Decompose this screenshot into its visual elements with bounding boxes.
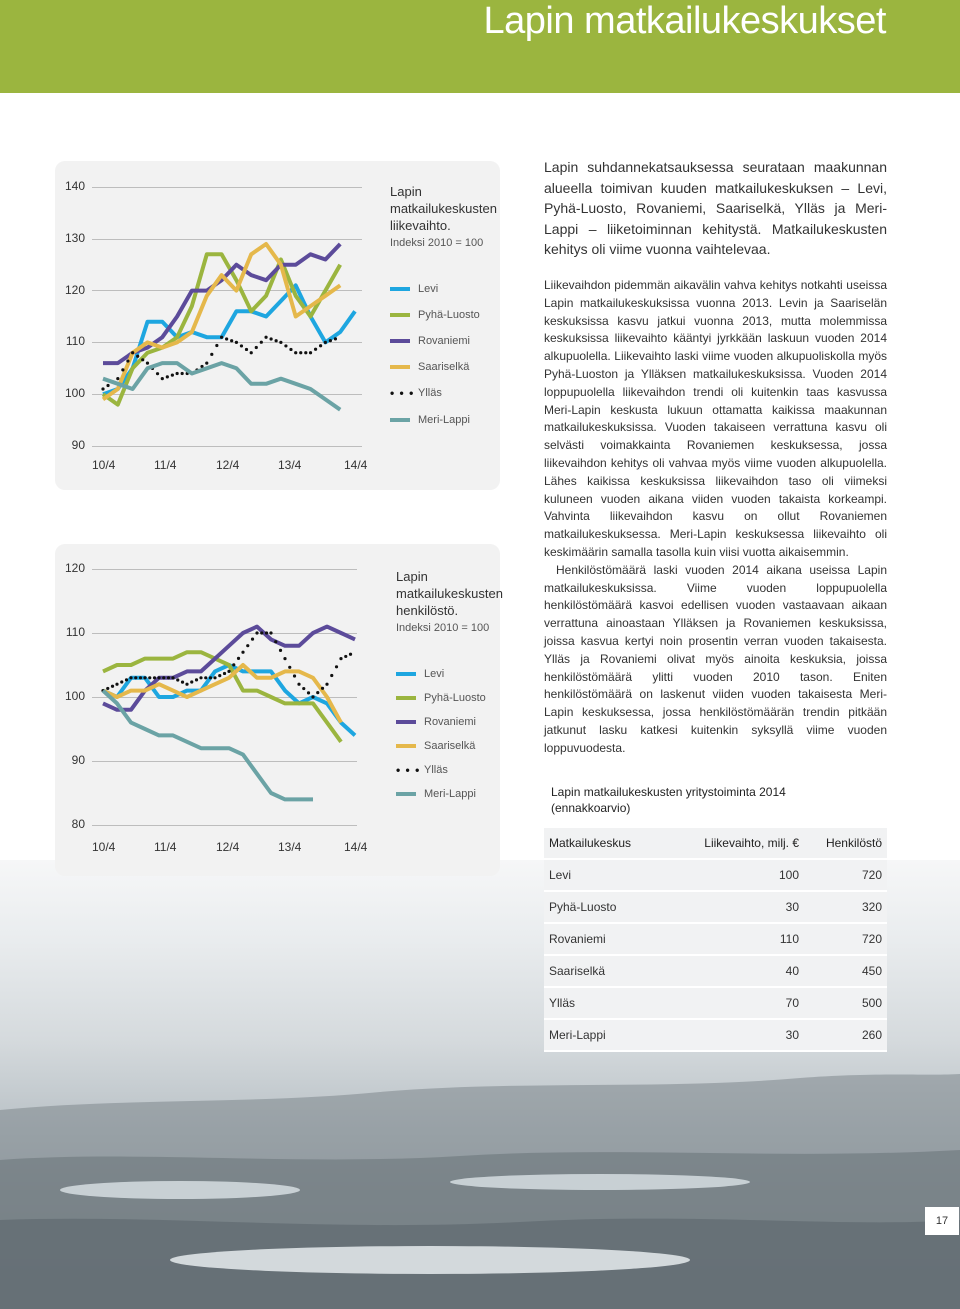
- legend-label: Meri-Lappi: [424, 788, 476, 800]
- data-point: [146, 362, 149, 365]
- data-point: [344, 655, 347, 658]
- data-point: [289, 348, 292, 351]
- data-point: [250, 351, 253, 354]
- data-point: [195, 678, 198, 681]
- legend-swatch: [390, 287, 410, 291]
- legend-dots-marker: • • •: [396, 763, 421, 777]
- data-point: [349, 653, 352, 656]
- table-caption: Lapin matkailukeskusten yritystoiminta 2014 (ennakkoarvio): [551, 785, 786, 815]
- y-tick-label: 110: [65, 625, 85, 639]
- data-point: [131, 351, 134, 354]
- legend-label: Rovaniemi: [424, 716, 476, 728]
- data-point: [269, 337, 272, 340]
- y-tick-label: 120: [64, 561, 85, 575]
- table-cell: Rovaniemi: [549, 932, 606, 946]
- data-point: [334, 337, 337, 340]
- table-row: [544, 988, 887, 1020]
- legend-item-saariselka: [390, 361, 469, 373]
- body-paragraph: Henkilöstömäärä laski vuoden 2014 aikana useissa Lapin matkailukeskuksissa. Viime vuoden loppupuolella henkilöstömäärä kasvoi edellisen vuoden vastaavaan aikaan verrattuna ainoastaan Ylläksen ja Rovaniemen keskuksissa, joissa kasvua kertyi noin prosentin verran vuoden takaisesta. Ylläs ja Rovaniemi olivat myös ainoita keskuksia, joissa henkilöstömäärä ylitti vuoden 2010 tason. Eniten henkilöstömäärä on laskenut viiden vuoden takaisesta Meri-Lapin keskuksessa, jossa henkilöstömäärän trendin pitkään jatkunut lasku katkesi kuitenkin syksyllä viime vuoden loppuvuodesta.: [544, 562, 887, 755]
- legend-item-meri-lappi: [396, 788, 476, 800]
- data-point: [321, 687, 324, 690]
- y-tick-label: 130: [64, 231, 85, 245]
- chart-title: Lapin matkailukeskusten liikevaihto.: [390, 184, 497, 233]
- data-point: [309, 351, 312, 354]
- legend-label: Ylläs: [418, 387, 442, 399]
- table-row: [544, 892, 887, 924]
- data-point: [225, 337, 228, 340]
- data-point: [260, 631, 263, 634]
- y-tick-label: 80: [71, 817, 85, 831]
- data-point: [156, 372, 159, 375]
- intro-paragraph: Lapin suhdannekatsauksessa seurataan maakunnan alueella toimivan kuuden matkailukeskuksen – Levi, Pyhä-Luosto, Rovaniemi, Saariselkä, Ylläs ja Meri-Lappi – liiketoiminnan kehitystä. Matkailukeskusten kehitys oli viime vuonna vaihtelevaa.: [544, 159, 887, 257]
- data-point: [111, 685, 114, 688]
- data-point: [325, 683, 328, 686]
- data-point: [181, 681, 184, 684]
- data-point: [324, 341, 327, 344]
- data-point: [274, 640, 277, 643]
- legend-item-meri-lappi: [390, 414, 470, 426]
- data-point: [339, 657, 342, 660]
- data-point: [190, 680, 193, 683]
- y-tick-label: 100: [64, 689, 85, 703]
- data-point: [237, 657, 240, 660]
- legend-item-yllas: [396, 764, 448, 776]
- data-point: [162, 676, 165, 679]
- page-number: 17: [925, 1207, 959, 1235]
- data-point: [101, 387, 104, 390]
- data-point: [279, 649, 282, 652]
- data-point: [129, 676, 132, 679]
- y-tick-label: 100: [64, 386, 85, 400]
- legend-label: Ylläs: [424, 764, 448, 776]
- data-point: [106, 384, 109, 387]
- data-point: [220, 336, 223, 339]
- data-point: [116, 377, 119, 380]
- legend-item-saariselka: [396, 740, 475, 752]
- data-point: [311, 695, 314, 698]
- legend-item-pyha-luosto: [390, 309, 480, 321]
- page-header-banner: [0, 0, 960, 93]
- x-tick-label: 13/4: [278, 458, 302, 472]
- y-tick-label: 90: [71, 753, 85, 767]
- data-point: [181, 372, 184, 375]
- legend-item-levi: [396, 668, 444, 680]
- data-point: [153, 676, 156, 679]
- data-point: [136, 355, 139, 358]
- series-line-saariselka: [103, 665, 341, 723]
- data-point: [299, 351, 302, 354]
- data-point: [134, 676, 137, 679]
- legend-swatch: [396, 720, 416, 724]
- data-point: [106, 687, 109, 690]
- data-point: [120, 680, 123, 683]
- x-tick-label: 13/4: [278, 840, 302, 854]
- data-point: [148, 676, 151, 679]
- table-cell: 450: [861, 964, 882, 978]
- x-tick-label: 14/4: [344, 458, 368, 472]
- data-point: [126, 359, 129, 362]
- body-paragraph: Liikevaihdon pidemmän aikavälin vahva kehitys notkahti useissa Lapin matkailukeskuksissa vuonna 2013. Levin ja Saariselän keskuksissa kasvu jatkui vuonna 2013, mutta molemmissa keskuksissa liikevaihto kääntyi jyrkkään laskuun vuoden 2014 alkupuolella. Liikevaihto laski viime vuoden alkupuoliskolla myös Pyhä-Luoston ja Ylläksen matkailukeskuksissa. Vuoden 2014 loppupuolella liikevaihdon trendi oli kuitenkin taas kasvussa Meri-Lapin keskusta lukuun ottamatta kaikissa maakunnan matkailukeskuksissa. Vuoden takaiseen verrattuna kasvu oli selvästi voimakkainta Rovaniemen keskuksessa, jossa liikevaihdon kehitys oli vahvaa myös viime vuoden alkupuolella. Lähes kaikissa keskuksissa liikevaihdon taso oli viimeksi kuluneen vuoden aikana viiden vuoden takaista korkeampi. Vahvinta liikevaihdon kasvu on ollut Rovaniemen matkailukeskuksessa. Meri-Lapin keskuksessa liikevaihto oli keskimäärin samalla tasolla kuin viisi vuotta aikaisemmin.: [544, 278, 887, 559]
- data-point: [330, 674, 333, 677]
- legend-swatch: [390, 339, 410, 343]
- data-point: [240, 344, 243, 347]
- y-tick-label: 110: [65, 334, 85, 348]
- page-title: Lapin matkailukeskukset: [483, 0, 886, 42]
- table-header-cell: Matkailukeskus: [549, 836, 632, 850]
- data-point: [157, 676, 160, 679]
- data-point: [218, 674, 221, 677]
- data-point: [297, 683, 300, 686]
- legend-label: Levi: [418, 283, 439, 295]
- legend-label: Pyhä-Luosto: [424, 692, 486, 704]
- table-cell: 720: [861, 932, 882, 946]
- revenue-chart-legend: [390, 183, 497, 473]
- legend-dots-marker: • • •: [390, 386, 415, 400]
- table-row: [544, 956, 887, 988]
- table-header-row: [544, 828, 887, 860]
- data-point: [205, 362, 208, 365]
- series-line-meri-lappi: [103, 363, 340, 410]
- legend-swatch: [390, 418, 410, 422]
- data-point: [275, 339, 278, 342]
- data-point: [314, 348, 317, 351]
- table-cell: 30: [785, 900, 799, 914]
- data-point: [185, 683, 188, 686]
- data-point: [215, 344, 218, 347]
- data-point: [121, 368, 124, 371]
- data-point: [294, 351, 297, 354]
- data-point: [307, 691, 310, 694]
- legend-item-pyha-luosto: [396, 692, 486, 704]
- data-point: [139, 676, 142, 679]
- y-tick-label: 90: [71, 438, 85, 452]
- legend-label: Pyhä-Luosto: [418, 309, 480, 321]
- data-point: [199, 676, 202, 679]
- data-point: [143, 676, 146, 679]
- data-point: [141, 358, 144, 361]
- x-tick-label: 10/4: [92, 458, 116, 472]
- chart-subtitle: Indeksi 2010 = 100: [390, 237, 484, 249]
- data-point: [302, 687, 305, 690]
- y-tick-label: 120: [64, 283, 85, 297]
- data-point: [115, 683, 118, 686]
- table-row: [544, 924, 887, 956]
- data-point: [227, 670, 230, 673]
- legend-label: Rovaniemi: [418, 335, 470, 347]
- data-point: [329, 339, 332, 342]
- legend-label: Levi: [424, 668, 445, 680]
- series-line-saariselka: [103, 244, 340, 399]
- body-text: [544, 277, 887, 758]
- data-point: [255, 346, 258, 349]
- data-point: [161, 377, 164, 380]
- table-header-cell: Liikevaihto, milj. €: [704, 836, 799, 850]
- data-point: [171, 374, 174, 377]
- chart-subtitle: Indeksi 2010 = 100: [396, 622, 490, 634]
- data-point: [255, 631, 258, 634]
- x-tick-label: 10/4: [92, 840, 116, 854]
- data-point: [213, 676, 216, 679]
- table-row: [544, 1020, 887, 1052]
- table-header-cell: Henkilöstö: [825, 836, 882, 850]
- x-tick-label: 11/4: [154, 840, 177, 854]
- table-cell: 100: [778, 868, 799, 882]
- legend-swatch: [390, 365, 410, 369]
- data-point: [210, 353, 213, 356]
- x-tick-label: 12/4: [216, 458, 240, 472]
- x-tick-label: 12/4: [216, 840, 240, 854]
- legend-swatch: [396, 696, 416, 700]
- table-cell: Meri-Lappi: [549, 1028, 606, 1042]
- table-cell: 500: [861, 996, 882, 1010]
- data-table: [544, 828, 887, 1052]
- data-point: [335, 665, 338, 668]
- data-point: [304, 351, 307, 354]
- data-point: [204, 676, 207, 679]
- x-tick-label: 11/4: [154, 458, 177, 472]
- y-tick-label: 140: [64, 179, 85, 193]
- data-point: [316, 691, 319, 694]
- data-point: [235, 341, 238, 344]
- data-point: [265, 631, 268, 634]
- legend-label: Meri-Lappi: [418, 414, 470, 426]
- x-tick-label: 14/4: [344, 840, 368, 854]
- data-point: [167, 676, 170, 679]
- staff-chart-legend: [396, 568, 503, 858]
- data-point: [125, 678, 128, 681]
- data-point: [230, 339, 233, 342]
- table-cell: 720: [861, 868, 882, 882]
- data-point: [245, 348, 248, 351]
- legend-label: Saariselkä: [418, 361, 470, 373]
- data-point: [176, 678, 179, 681]
- data-point: [264, 336, 267, 339]
- data-point: [241, 651, 244, 654]
- table-cell: Saariselkä: [549, 964, 606, 978]
- data-point: [176, 372, 179, 375]
- data-point: [223, 672, 226, 675]
- table-cell: Levi: [549, 868, 572, 882]
- table-cell: Ylläs: [549, 996, 576, 1010]
- data-point: [251, 638, 254, 641]
- table-cell: 70: [785, 996, 799, 1010]
- data-point: [232, 663, 235, 666]
- table-row: [544, 860, 887, 892]
- data-point: [283, 657, 286, 660]
- table-cell: 320: [861, 900, 882, 914]
- table-cell: 260: [861, 1028, 882, 1042]
- chart-title: Lapin matkailukeskusten henkilöstö.: [396, 569, 503, 618]
- chart-staff-panel: [55, 544, 503, 876]
- data-point: [269, 631, 272, 634]
- data-point: [293, 674, 296, 677]
- legend-label: Saariselkä: [424, 740, 476, 752]
- legend-swatch: [396, 792, 416, 796]
- legend-swatch: [390, 313, 410, 317]
- legend-item-rovaniemi: [396, 716, 476, 728]
- legend-item-levi: [390, 283, 438, 295]
- data-point: [260, 341, 263, 344]
- data-point: [166, 375, 169, 378]
- data-point: [288, 666, 291, 669]
- data-point: [171, 676, 174, 679]
- legend-item-yllas: [390, 387, 442, 399]
- legend-swatch: [396, 672, 416, 676]
- data-point: [284, 344, 287, 347]
- table-cell: Pyhä-Luosto: [549, 900, 617, 914]
- data-point: [319, 344, 322, 347]
- table-cell: 30: [785, 1028, 799, 1042]
- table-cell: 40: [785, 964, 799, 978]
- legend-swatch: [396, 744, 416, 748]
- chart-revenue-panel: [55, 161, 500, 490]
- data-point: [209, 676, 212, 679]
- legend-item-rovaniemi: [390, 335, 470, 347]
- data-point: [279, 341, 282, 344]
- table-cell: 110: [779, 932, 799, 946]
- data-point: [246, 644, 249, 647]
